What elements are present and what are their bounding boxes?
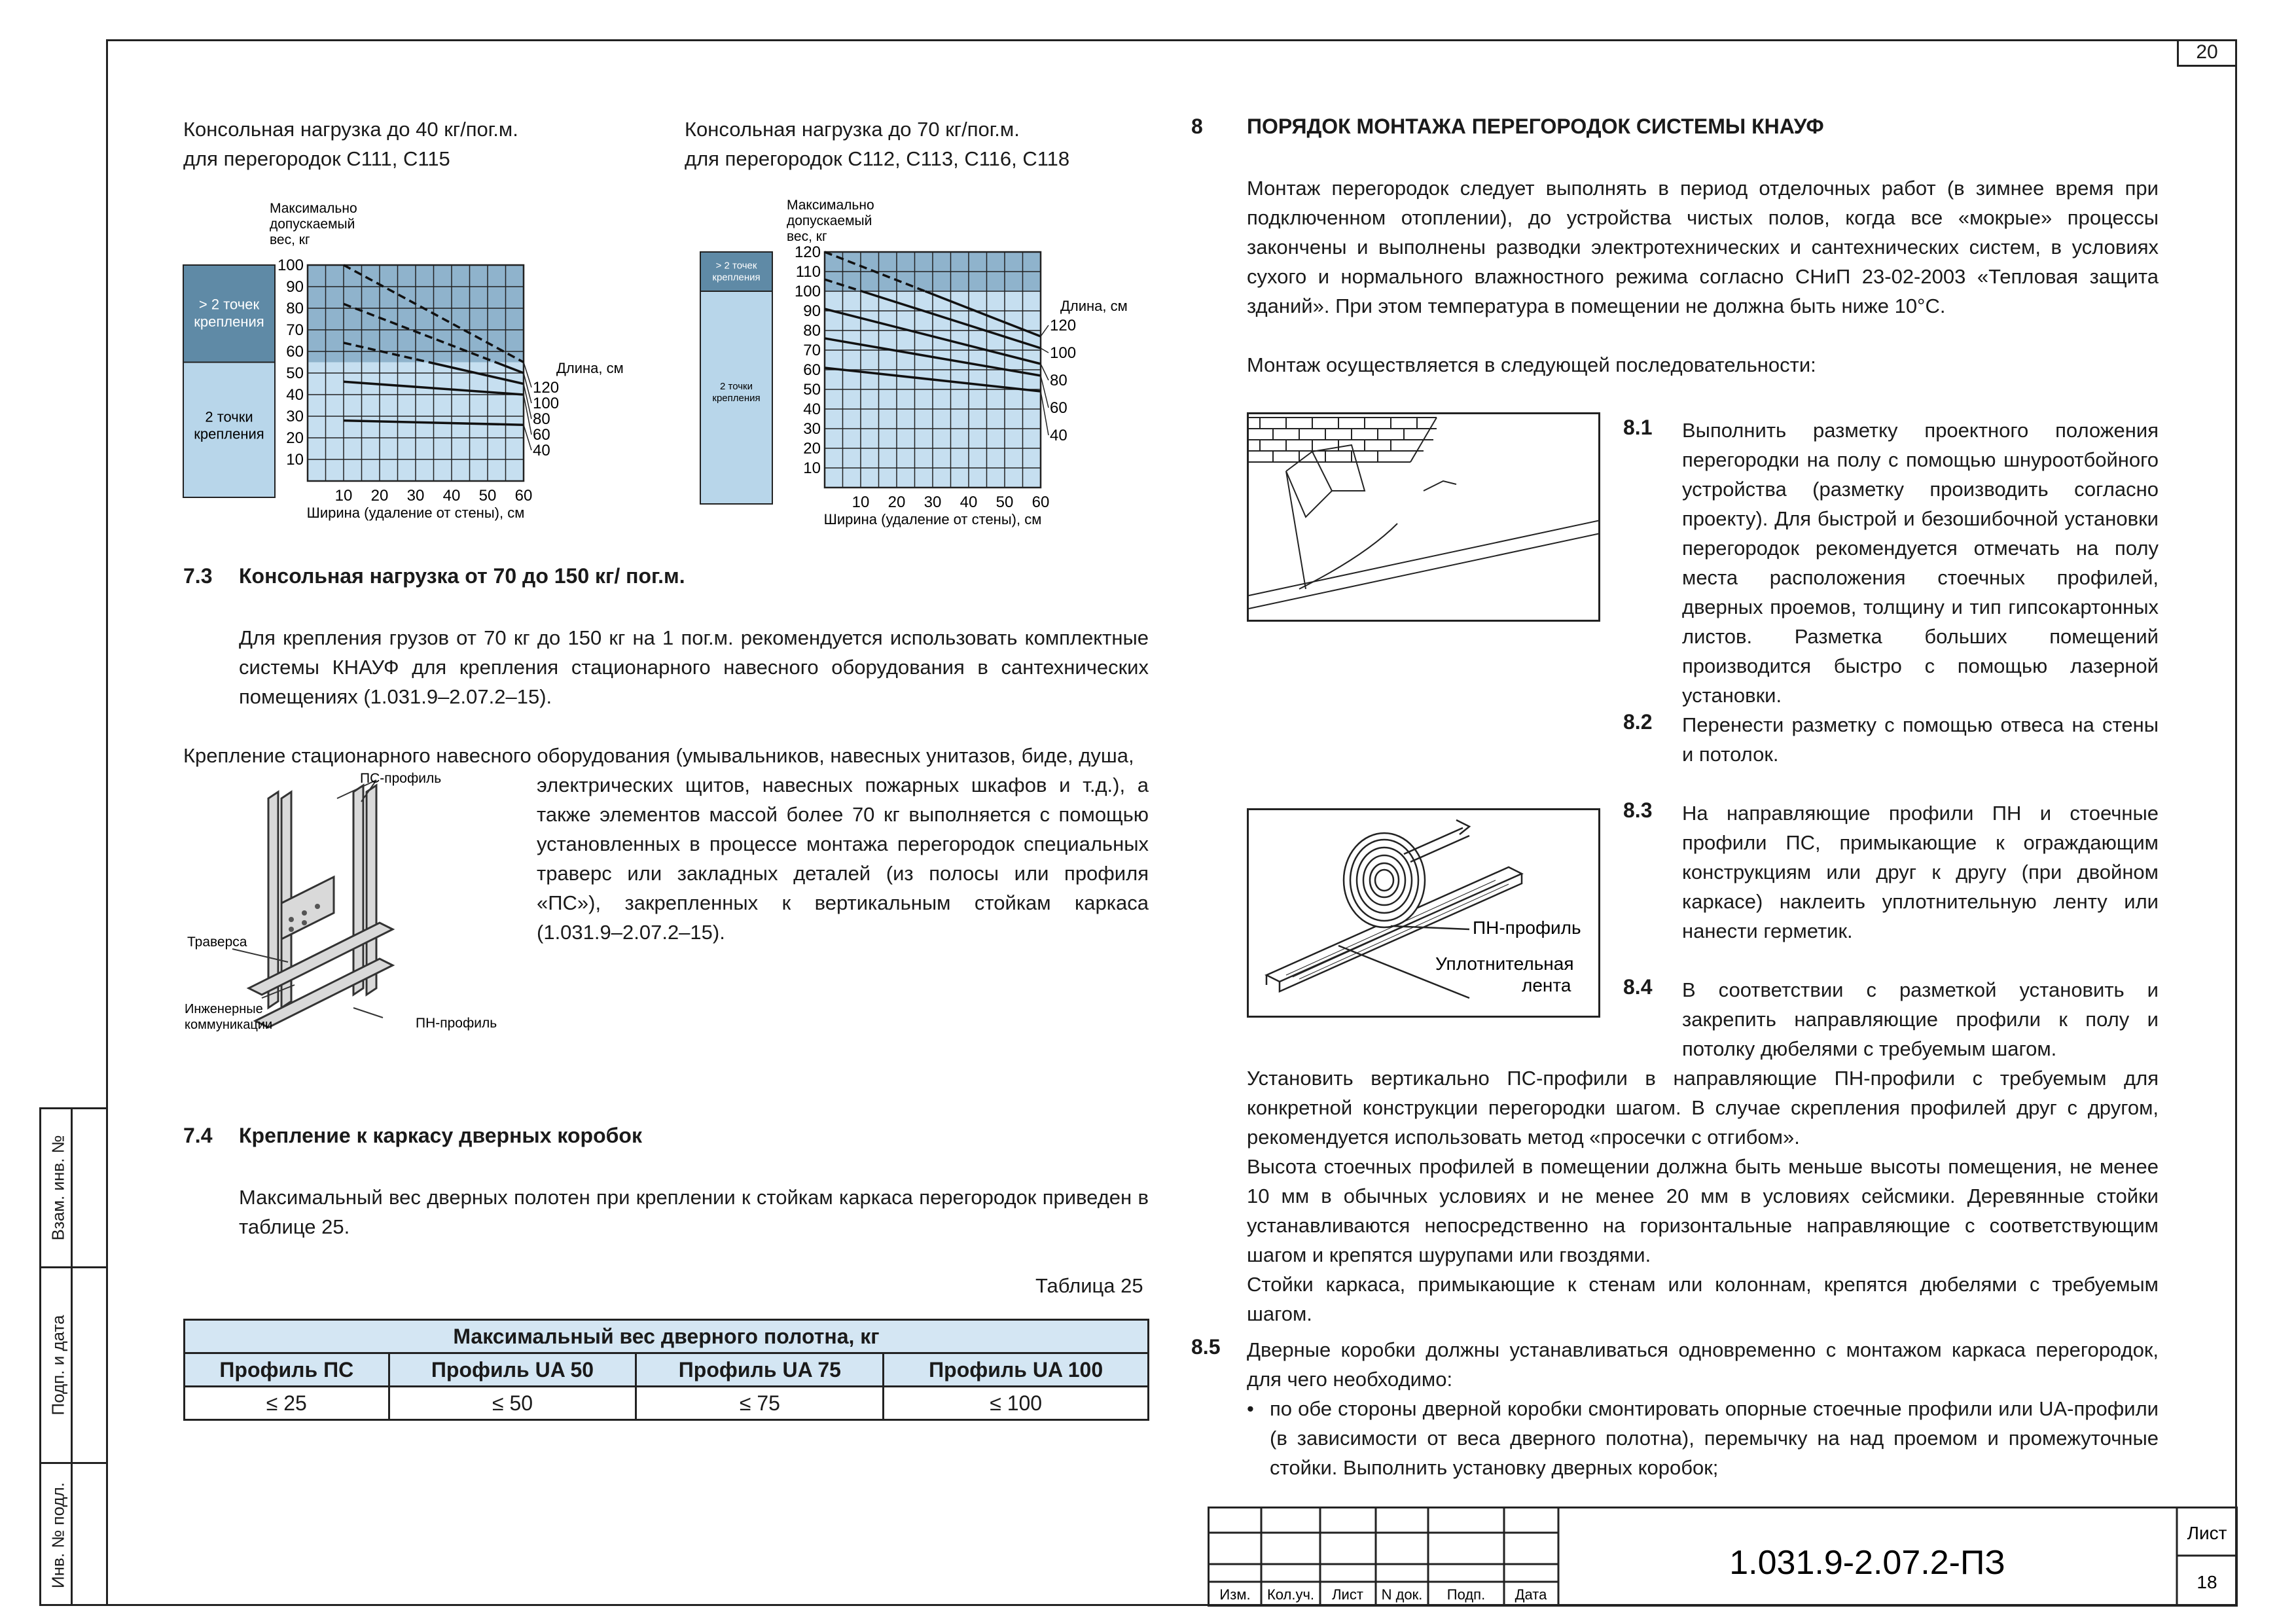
length-label: Длина, см <box>556 360 624 376</box>
y-tick-label: 60 <box>286 343 304 361</box>
series-label: 80 <box>533 410 550 428</box>
title-block <box>1208 1507 2238 1607</box>
zone-upper-label: > 2 точек <box>198 296 260 313</box>
y-tick-label: 30 <box>286 408 304 425</box>
fig-label-pn: ПН-профиль <box>416 1016 497 1031</box>
x-tick-label: 20 <box>370 487 389 505</box>
s8-title: ПОРЯДОК МОНТАЖА ПЕРЕГОРОДОК СИСТЕМЫ КНАУФ <box>1247 115 1824 138</box>
y-tick-label: 50 <box>286 365 304 382</box>
x-tick-label: 50 <box>478 487 497 505</box>
y-tick-label: 120 <box>794 243 821 261</box>
y-tick-label: 60 <box>803 361 821 379</box>
x-tick-label: 50 <box>996 493 1014 511</box>
series-leader <box>1041 348 1049 353</box>
s8-para2: Монтаж осуществляется в следующей последовательности: <box>1247 353 1816 376</box>
y-tick-label: 80 <box>803 322 821 340</box>
s74-num: 7.4 <box>183 1124 213 1147</box>
zone-lower-label: 2 точки <box>205 408 253 425</box>
binding-strip <box>39 1107 106 1606</box>
chart-ylabel: допускаемый <box>787 213 872 228</box>
series-label: 40 <box>1050 427 1067 444</box>
floor-marking-figure <box>1247 412 1600 622</box>
series-label: 100 <box>1050 344 1077 362</box>
binding-cell-vzam: Взам. инв. № <box>41 1109 106 1268</box>
binding-cell-podp: Подп. и дата <box>41 1268 106 1464</box>
zone-lower-label: крепления <box>194 425 264 442</box>
item83-num: 8.3 <box>1623 798 1653 822</box>
s8-para1: Монтаж перегородок следует выполнять в период отделочных работ (в зимнее время при подключенном отоплении), до устройства чистых полов, когда все «мокрые» процессы закончены и выполнены разводки электротехнических и сантехнических систем, в условиях сухого и нормального влажностного режима согласно СНиП 23-02-2003 «Тепловая защита зданий». При этом температура в помещении не должна быть ниже 10°С. <box>1247 177 2159 317</box>
table-header: Профиль UA 50 <box>389 1353 636 1387</box>
s8-num: 8 <box>1191 115 1203 138</box>
tb-sheet-label: Лист <box>2187 1523 2227 1543</box>
x-tick-label: 40 <box>960 493 978 511</box>
series-leader <box>1041 376 1049 408</box>
item81-text: Выполнить разметку проектного положения перегородки на полу с помощью шнуроотбойного устройства (разметку производить согласно проекту). Для быстрой и безошибочной установки перегородок рекомендуется отмечать на полу места расположения стоечных профилей, дверных проемов, толщину и тип гипсокартонных листов. Разметка больших помещений производится быстро с помощью лазерной установки. <box>1682 419 2159 707</box>
table-cell: ≤ 25 <box>185 1387 389 1420</box>
fig-label-eng1: Инженерные <box>185 1002 263 1016</box>
item84-text: В соответствии с разметкой установить и закрепить направляющие профили к полу и потолку дюбелями с требуемым шагом. <box>1682 978 2159 1060</box>
table-caption: Таблица 25 <box>1035 1274 1143 1297</box>
tb-col: Лист <box>1332 1586 1363 1603</box>
item81-num: 8.1 <box>1623 416 1653 439</box>
s73-title: Консольная нагрузка от 70 до 150 кг/ пог.м. <box>239 564 685 588</box>
y-tick-label: 10 <box>286 451 304 469</box>
binding-cell-inv: Инв. № подл. <box>41 1464 106 1606</box>
tb-sheet-number: 18 <box>2197 1572 2217 1592</box>
fig2-label-tape2: лента <box>1522 975 1571 995</box>
item85-text: Дверные коробки должны устанавливаться одновременно с монтажом каркаса перегородок, для чего необходимо: <box>1247 1338 2159 1391</box>
table-title: Максимальный вес дверного полотна, кг <box>185 1320 1149 1353</box>
item82-num: 8.2 <box>1623 710 1653 734</box>
fig-label-traverse: Траверса <box>187 935 247 950</box>
chart-left-caption: Консольная нагрузка до 40 кг/пог.м. для перегородок С111, С115 <box>183 118 518 170</box>
y-tick-label: 100 <box>794 283 821 300</box>
y-tick-label: 40 <box>803 401 821 418</box>
sheet-number-top: 20 <box>2177 39 2237 67</box>
series-label: 120 <box>1050 317 1077 334</box>
after84-block: Установить вертикально ПС-профили в направляющие ПН-профили с требуемым для конкретной конструкции перегородки шагом. В случае скрепления профилей друг с другом, рекомендуется использовать метод «просечки с отгибом». Высота стоечных профилей в помещении должна быть меньше высоты помещения, не менее 10 мм в обычных условиях и не менее 20 мм в условиях сейсмики. Деревянные стойки устанавливаются непосредственно на горизонтальные направляющие с соответствующим шагом и крепятся шурупами или гвоздями. Стойки каркаса, примыкающие к стенам или колоннам, крепятся дюбелями с требуемым шагом. <box>1247 1067 2159 1325</box>
s73-para2-rest: электрических щитов, навесных пожарных шкафов и т.д.), а также элементов массой более 70 кг выполняется с помощью установленных в процессе монтажа перегородок специальных траверс или закладных деталей (из полосы или профиля «ПС»), закрепленных к вертикальным стойкам каркаса (1.031.9–2.07.2–15). <box>537 774 1149 944</box>
y-tick-label: 90 <box>286 278 304 296</box>
length-label: Длина, см <box>1060 298 1128 314</box>
table-header: Профиль UA 100 <box>884 1353 1149 1387</box>
y-tick-label: 20 <box>286 429 304 447</box>
table-cell: ≤ 50 <box>389 1387 636 1420</box>
table-header: Профиль UA 75 <box>636 1353 884 1387</box>
series-leader <box>524 363 531 388</box>
s73-para: Для крепления грузов от 70 кг до 150 кг на 1 пог.м. рекомендуется использовать комплектные системы КНАУФ для крепления стационарного навесного оборудования в сантехнических помещениях (1.031.9–2.07.2–15). <box>239 626 1149 708</box>
y-tick-label: 50 <box>803 381 821 399</box>
y-tick-label: 30 <box>803 420 821 438</box>
item84-num: 8.4 <box>1623 975 1653 999</box>
item82-text: Перенести разметку с помощью отвеса на стены и потолок. <box>1682 713 2159 766</box>
chart-right <box>694 190 1165 546</box>
s74-para: Максимальный вес дверных полотен при креплении к стойкам каркаса перегородок приведен в таблице 25. <box>239 1186 1149 1238</box>
series-leader <box>1041 325 1049 336</box>
chart-left <box>177 193 655 546</box>
fig2-label-pn: ПН-профиль <box>1473 918 1581 938</box>
item85-num: 8.5 <box>1191 1335 1221 1359</box>
series-label: 60 <box>1050 399 1067 417</box>
zone-upper-label: крепления <box>712 272 761 283</box>
item85-bullet: по обе стороны дверной коробки смонтировать опорные стоечные профили или UA-профили (в зависимости от веса дверного полотна), перемычку на над проемом и промежуточные стойки. Выполнить установку дверных коробок; <box>1270 1397 2159 1479</box>
chart-right-caption: Консольная нагрузка до 70 кг/пог.м. для перегородок С112, С113, С116, С118 <box>685 118 1070 170</box>
s73-para2-first: Крепление стационарного навесного оборудования (умывальников, навесных унитазов, биде, душа, <box>183 744 1134 767</box>
chart-ylabel: вес, кг <box>270 232 310 247</box>
y-tick-label: 70 <box>803 342 821 359</box>
x-tick-label: 60 <box>1031 493 1050 511</box>
chart-ylabel: допускаемый <box>270 217 355 232</box>
y-tick-label: 40 <box>286 386 304 404</box>
series-label: 80 <box>1050 372 1067 389</box>
y-tick-label: 20 <box>803 440 821 457</box>
tb-doc-code: 1.031.9-2.07.2-ПЗ <box>1729 1544 2005 1582</box>
series-label: 120 <box>533 379 560 397</box>
x-tick-label: 60 <box>514 487 533 505</box>
table-row <box>185 1387 1149 1420</box>
x-tick-label: 40 <box>442 487 461 505</box>
chart-ylabel: Максимально <box>270 201 357 216</box>
x-tick-label: 10 <box>852 493 870 511</box>
fig-label-eng2: коммуникации <box>185 1018 273 1032</box>
zone-upper-label: крепления <box>194 313 264 330</box>
item83-text: На направляющие профили ПН и стоечные профили ПС, примыкающие к ограждающим конструкциям или друг к другу (при двойном каркасе) наклеить уплотнительную ленту или нанести герметик. <box>1682 802 2159 942</box>
chart-ylabel: Максимально <box>787 198 874 213</box>
s74-title: Крепление к каркасу дверных коробок <box>239 1124 642 1147</box>
chart-xlabel: Ширина (удаление от стены), см <box>306 505 525 521</box>
tb-col: Изм. <box>1219 1586 1251 1603</box>
y-tick-label: 10 <box>803 459 821 477</box>
y-tick-label: 90 <box>803 302 821 320</box>
fig-label-ps: ПС-профиль <box>360 772 442 786</box>
series-leader <box>1041 391 1049 435</box>
series-label: 40 <box>533 442 550 459</box>
s73-num: 7.3 <box>183 564 213 588</box>
table-cell: ≤ 75 <box>636 1387 884 1420</box>
fig2-label-tape1: Уплотнительная <box>1435 954 1574 974</box>
y-tick-label: 80 <box>286 300 304 317</box>
y-tick-label: 100 <box>277 257 304 274</box>
zone-upper-label: > 2 точек <box>715 260 757 272</box>
sealing-tape-figure <box>1247 808 1600 1018</box>
table-cell: ≤ 100 <box>884 1387 1149 1420</box>
x-tick-label: 30 <box>924 493 942 511</box>
chart-xlabel: Ширина (удаление от стены), см <box>823 511 1042 527</box>
zone-lower-label: 2 точки <box>720 381 753 392</box>
chart-ylabel: вес, кг <box>787 229 827 244</box>
series-leader <box>1041 364 1049 380</box>
table-header: Профиль ПС <box>185 1353 389 1387</box>
zone-lower-label: крепления <box>712 393 761 404</box>
y-tick-label: 70 <box>286 321 304 339</box>
tb-col: Подп. <box>1446 1586 1486 1603</box>
bullet-mark: • <box>1247 1397 1254 1420</box>
x-tick-label: 20 <box>888 493 906 511</box>
traverse-figure <box>183 772 524 1054</box>
y-tick-label: 110 <box>795 263 821 281</box>
series-label: 100 <box>533 395 560 412</box>
x-tick-label: 30 <box>406 487 425 505</box>
tb-col: Дата <box>1515 1586 1547 1603</box>
door-weight-table <box>183 1319 1149 1421</box>
tb-col: N док. <box>1381 1586 1423 1603</box>
series-label: 60 <box>533 426 550 444</box>
tb-col: Кол.уч. <box>1266 1586 1315 1603</box>
x-tick-label: 10 <box>334 487 353 505</box>
